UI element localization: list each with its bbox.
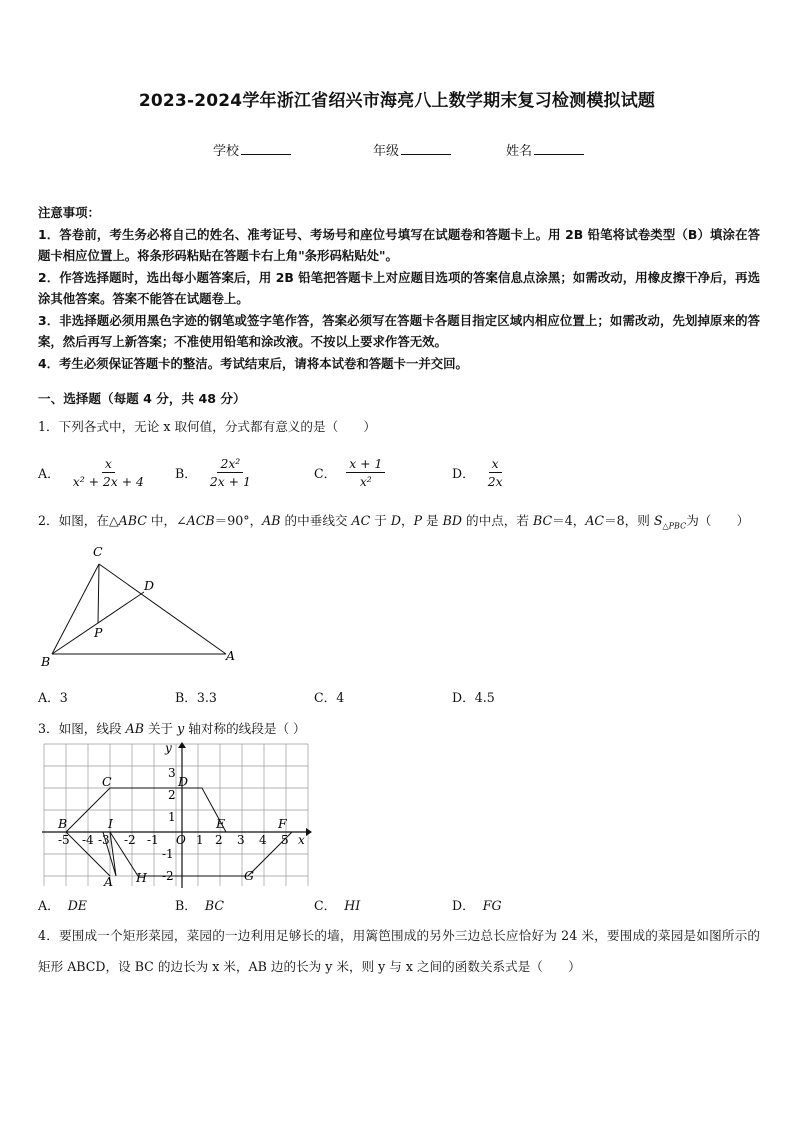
numerator: x: [489, 456, 502, 473]
q1-option-a[interactable]: [38, 452, 147, 492]
q2-stem-part: ABC: [118, 513, 147, 528]
q2-stem-part: 中，∠: [146, 513, 187, 528]
point-label-a: A: [104, 874, 114, 889]
name-field: [506, 140, 584, 159]
denominator: x² + 2x + 4: [72, 473, 144, 489]
fraction: [70, 456, 147, 489]
q2-stem-part: ，: [400, 513, 414, 528]
label-p: P: [94, 625, 103, 640]
school-field: [213, 140, 291, 159]
option-label: C．: [314, 465, 337, 481]
y-tick-label: -2: [162, 869, 174, 883]
option-value: DE: [67, 898, 87, 913]
point-label-i: I: [108, 816, 113, 831]
x-tick-label: -2: [124, 833, 136, 847]
q2-stem-part: BD: [442, 513, 463, 528]
option-label: A．: [38, 898, 60, 913]
q2-stem-part: 2．如图，在△: [38, 513, 119, 528]
q1-stem: 1．下列各式中，无论 x 取何值，分式都有意义的是（ ）: [38, 419, 376, 434]
option-label: D．: [452, 465, 475, 481]
point-label-d: D: [178, 774, 189, 789]
q1-option-c[interactable]: [314, 452, 385, 492]
point-label-g: G: [244, 868, 254, 883]
q2-stem-part: 于: [370, 513, 391, 528]
numerator: 2x²: [217, 456, 243, 473]
option-value: BC: [204, 898, 224, 913]
grade-blank[interactable]: [401, 142, 451, 155]
q3-stem-part: 轴对称的线段是（ ）: [184, 721, 306, 736]
y-tick-label: 3: [168, 766, 176, 780]
q3-coordinate-grid-figure: [38, 740, 318, 890]
y-tick-label: 1: [168, 810, 176, 824]
q2-option-c[interactable]: C．4: [314, 690, 345, 705]
q2-stem-part: BC: [533, 513, 553, 528]
y-tick-label: -1: [162, 847, 174, 861]
fraction: [485, 456, 506, 489]
option-value: FG: [482, 898, 502, 913]
x-tick-label: 1: [196, 833, 204, 847]
notes-item-3: 3．非选择题必须用黑色字迹的钢笔或签字笔作答，答案必须写在答题卡各题目指定区域内相应位置上；如需改动，先划掉原来的答案，然后再写上新答案；不准使用铅笔和涂改液。不按以上要求作答无效。: [38, 312, 760, 349]
q2-option-a[interactable]: A．3: [38, 690, 68, 705]
origin-label: O: [176, 833, 186, 847]
denominator: 2x + 1: [209, 473, 251, 489]
q3-stem-part: y: [177, 721, 185, 736]
q4-stem: 4．要围成一个矩形菜园，菜园的一边利用足够长的墙，用篱笆围成的另外三边总长应恰好为 24 米，要围成的菜园是如图所示的矩形 ABCD，设 BC 的边长为 x 米，AB 边的长为 y 米，则 y 与 x 之间的函数关系式是（ ）: [38, 928, 760, 974]
option-label: B．: [175, 898, 197, 913]
x-tick-label: 5: [281, 833, 289, 847]
q2-stem-part: △PBC: [662, 521, 687, 531]
x-tick-label: 3: [237, 833, 245, 847]
option-label: B．: [175, 465, 197, 481]
q2-stem-part: AB: [262, 513, 281, 528]
point-label-b: B: [58, 816, 68, 831]
q3-stem-part: 关于: [143, 721, 178, 736]
numerator: x + 1: [346, 456, 385, 473]
q2-options: [38, 687, 758, 705]
label-a: A: [226, 648, 236, 663]
q2-stem-part: ＝8，则: [604, 513, 654, 528]
fraction: [346, 456, 385, 489]
point-label-e: E: [216, 816, 226, 831]
option-value: HI: [344, 898, 361, 913]
q2-stem-part: S: [653, 513, 663, 528]
q3-option-b[interactable]: [175, 895, 224, 914]
q1-option-b[interactable]: [175, 452, 254, 492]
q1-options: [38, 452, 758, 492]
label-c: C: [93, 544, 103, 559]
label-b: B: [41, 654, 51, 669]
notes-item-2: 2．作答选择题时，选出每小题答案后，用 2B 铅笔把答题卡上对应题目选项的答案信息点涂黑；如需改动，用橡皮擦干净后，再选涂其他答案。答案不能答在试题卷上。: [38, 269, 760, 306]
denominator: x²: [359, 473, 372, 489]
q2-stem-part: ＝90°，: [214, 513, 263, 528]
option-label: C．: [314, 898, 337, 913]
denominator: 2x: [487, 473, 503, 489]
segment-cp: [98, 564, 99, 623]
page-title: 2023-2024学年浙江省绍兴市海亮八上数学期末复习检测模拟试题: [138, 91, 656, 111]
q2-stem-part: P: [413, 513, 423, 528]
q3-option-d[interactable]: [452, 895, 502, 914]
q1-option-d[interactable]: [452, 452, 506, 492]
notes-block: [38, 202, 760, 374]
q3-options: [38, 895, 758, 913]
q2-stem-part: 是: [422, 513, 443, 528]
y-axis-label: y: [165, 741, 172, 755]
q2-stem-part: 的中点，若: [462, 513, 533, 528]
q2-triangle-figure: [36, 540, 256, 670]
q2-stem-part: AC: [585, 513, 605, 528]
q3-option-a[interactable]: [38, 895, 87, 914]
school-label: 学校: [213, 144, 240, 159]
grade-field: [373, 140, 451, 159]
q2-option-b[interactable]: B．3.3: [175, 690, 217, 705]
x-tick-label: -4: [82, 833, 94, 847]
segment-cb: [52, 564, 99, 654]
notes-item-1: 1．答卷前，考生务必将自己的姓名、准考证号、考场号和座位号填写在试题卷和答题卡上。用 2B 铅笔将试卷类型（B）填涂在答题卡相应位置上。将条形码粘贴在答题卡右上角"条形码粘贴处"。: [38, 226, 760, 263]
q2-stem-part: ＝4，: [552, 513, 586, 528]
point-label-c: C: [102, 774, 112, 789]
point-label-f: F: [278, 816, 287, 831]
q2-stem: [38, 510, 758, 531]
option-label: A．: [38, 465, 60, 481]
q3-option-c[interactable]: [314, 895, 360, 914]
x-tick-label: -5: [58, 833, 70, 847]
x-tick-label: -3: [98, 833, 110, 847]
point-label-h: H: [136, 870, 147, 885]
grade-label: 年级: [373, 144, 400, 159]
q3-stem: [38, 718, 758, 737]
y-tick-label: 2: [168, 788, 176, 802]
q3-stem-part: 3．如图，线段: [38, 721, 126, 736]
q2-stem-part: D: [390, 513, 401, 528]
notes-item-4: 4．考生必须保证答题卡的整洁。考试结束后，请将本试卷和答题卡一并交回。: [38, 355, 468, 371]
x-axis-label: x: [298, 833, 305, 847]
section-title: 一、选择题（每题 4 分，共 48 分）: [38, 391, 246, 406]
x-tick-label: 4: [259, 833, 267, 847]
q2-stem-part: ACB: [186, 513, 215, 528]
fraction: [207, 456, 254, 489]
name-label: 姓名: [506, 144, 533, 159]
numerator: x: [102, 456, 115, 473]
q2-option-d[interactable]: D．4.5: [452, 690, 495, 705]
x-tick-label: 2: [215, 833, 223, 847]
x-tick-label: -1: [147, 833, 159, 847]
q2-stem-part: 为（ ）: [686, 513, 750, 528]
y-axis-arrow: [178, 742, 186, 748]
q2-stem-part: AC: [351, 513, 371, 528]
q3-stem-part: AB: [125, 721, 144, 736]
x-axis-arrow: [306, 828, 312, 836]
q2-stem-part: 的中垂线交: [280, 513, 352, 528]
option-label: D．: [452, 898, 475, 913]
name-blank[interactable]: [534, 142, 584, 155]
label-d: D: [144, 578, 155, 593]
notes-heading: 注意事项：: [38, 205, 100, 220]
school-blank[interactable]: [241, 142, 291, 155]
